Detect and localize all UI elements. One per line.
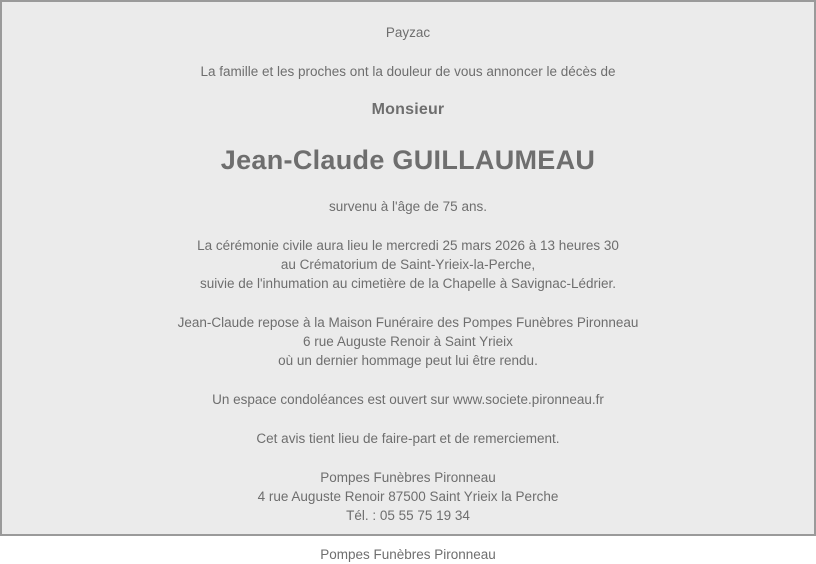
- spacer: [42, 119, 774, 143]
- ceremony-details: [42, 236, 774, 293]
- repose-line: Jean-Claude repose à la Maison Funéraire des Pompes Funèbres Pironneau: [177, 315, 639, 330]
- notice-title: Monsieur: [371, 101, 445, 118]
- spacer: [42, 525, 774, 545]
- spacer: [42, 42, 774, 62]
- spacer: [42, 81, 774, 101]
- repose-line: 6 rue Auguste Renoir à Saint Yrieix: [303, 334, 513, 349]
- faire-part-note: Cet avis tient lieu de faire-part et de remerciement.: [256, 431, 560, 446]
- funeral-home-line: Pompes Funèbres Pironneau: [320, 470, 496, 485]
- deceased-age: survenu à l'âge de 75 ans.: [329, 199, 487, 214]
- spacer: [42, 293, 774, 313]
- spacer: [42, 177, 774, 197]
- ceremony-line: La cérémonie civile aura lieu le mercredi 25 mars 2026 à 13 heures 30: [197, 238, 619, 253]
- ceremony-line: au Crématorium de Saint-Yrieix-la-Perche,: [280, 257, 536, 272]
- funeral-home-line: 4 rue Auguste Renoir 87500 Saint Yrieix la Perche: [257, 489, 559, 504]
- funeral-home-phone: Tél. : 05 55 75 19 34: [346, 508, 470, 523]
- condolences-link-text: Un espace condoléances est ouvert sur www.societe.pironneau.fr: [212, 392, 604, 407]
- spacer: [42, 409, 774, 429]
- spacer: [42, 370, 774, 390]
- repose-line: où un dernier hommage peut lui être rendu.: [278, 353, 538, 368]
- funeral-home-details: [42, 468, 774, 525]
- deceased-name: Jean-Claude GUILLAUMEAU: [220, 145, 596, 175]
- notice-location: Payzac: [385, 25, 431, 40]
- spacer: [42, 448, 774, 468]
- repose-details: [42, 313, 774, 370]
- ceremony-line: suivie de l'inhumation au cimetière de la Chapelle à Savignac-Lédrier.: [199, 276, 617, 291]
- spacer: [42, 216, 774, 236]
- notice-announcement: La famille et les proches ont la douleur de vous annoncer le décès de: [200, 64, 616, 79]
- funeral-home-signature: Pompes Funèbres Pironneau: [320, 547, 496, 562]
